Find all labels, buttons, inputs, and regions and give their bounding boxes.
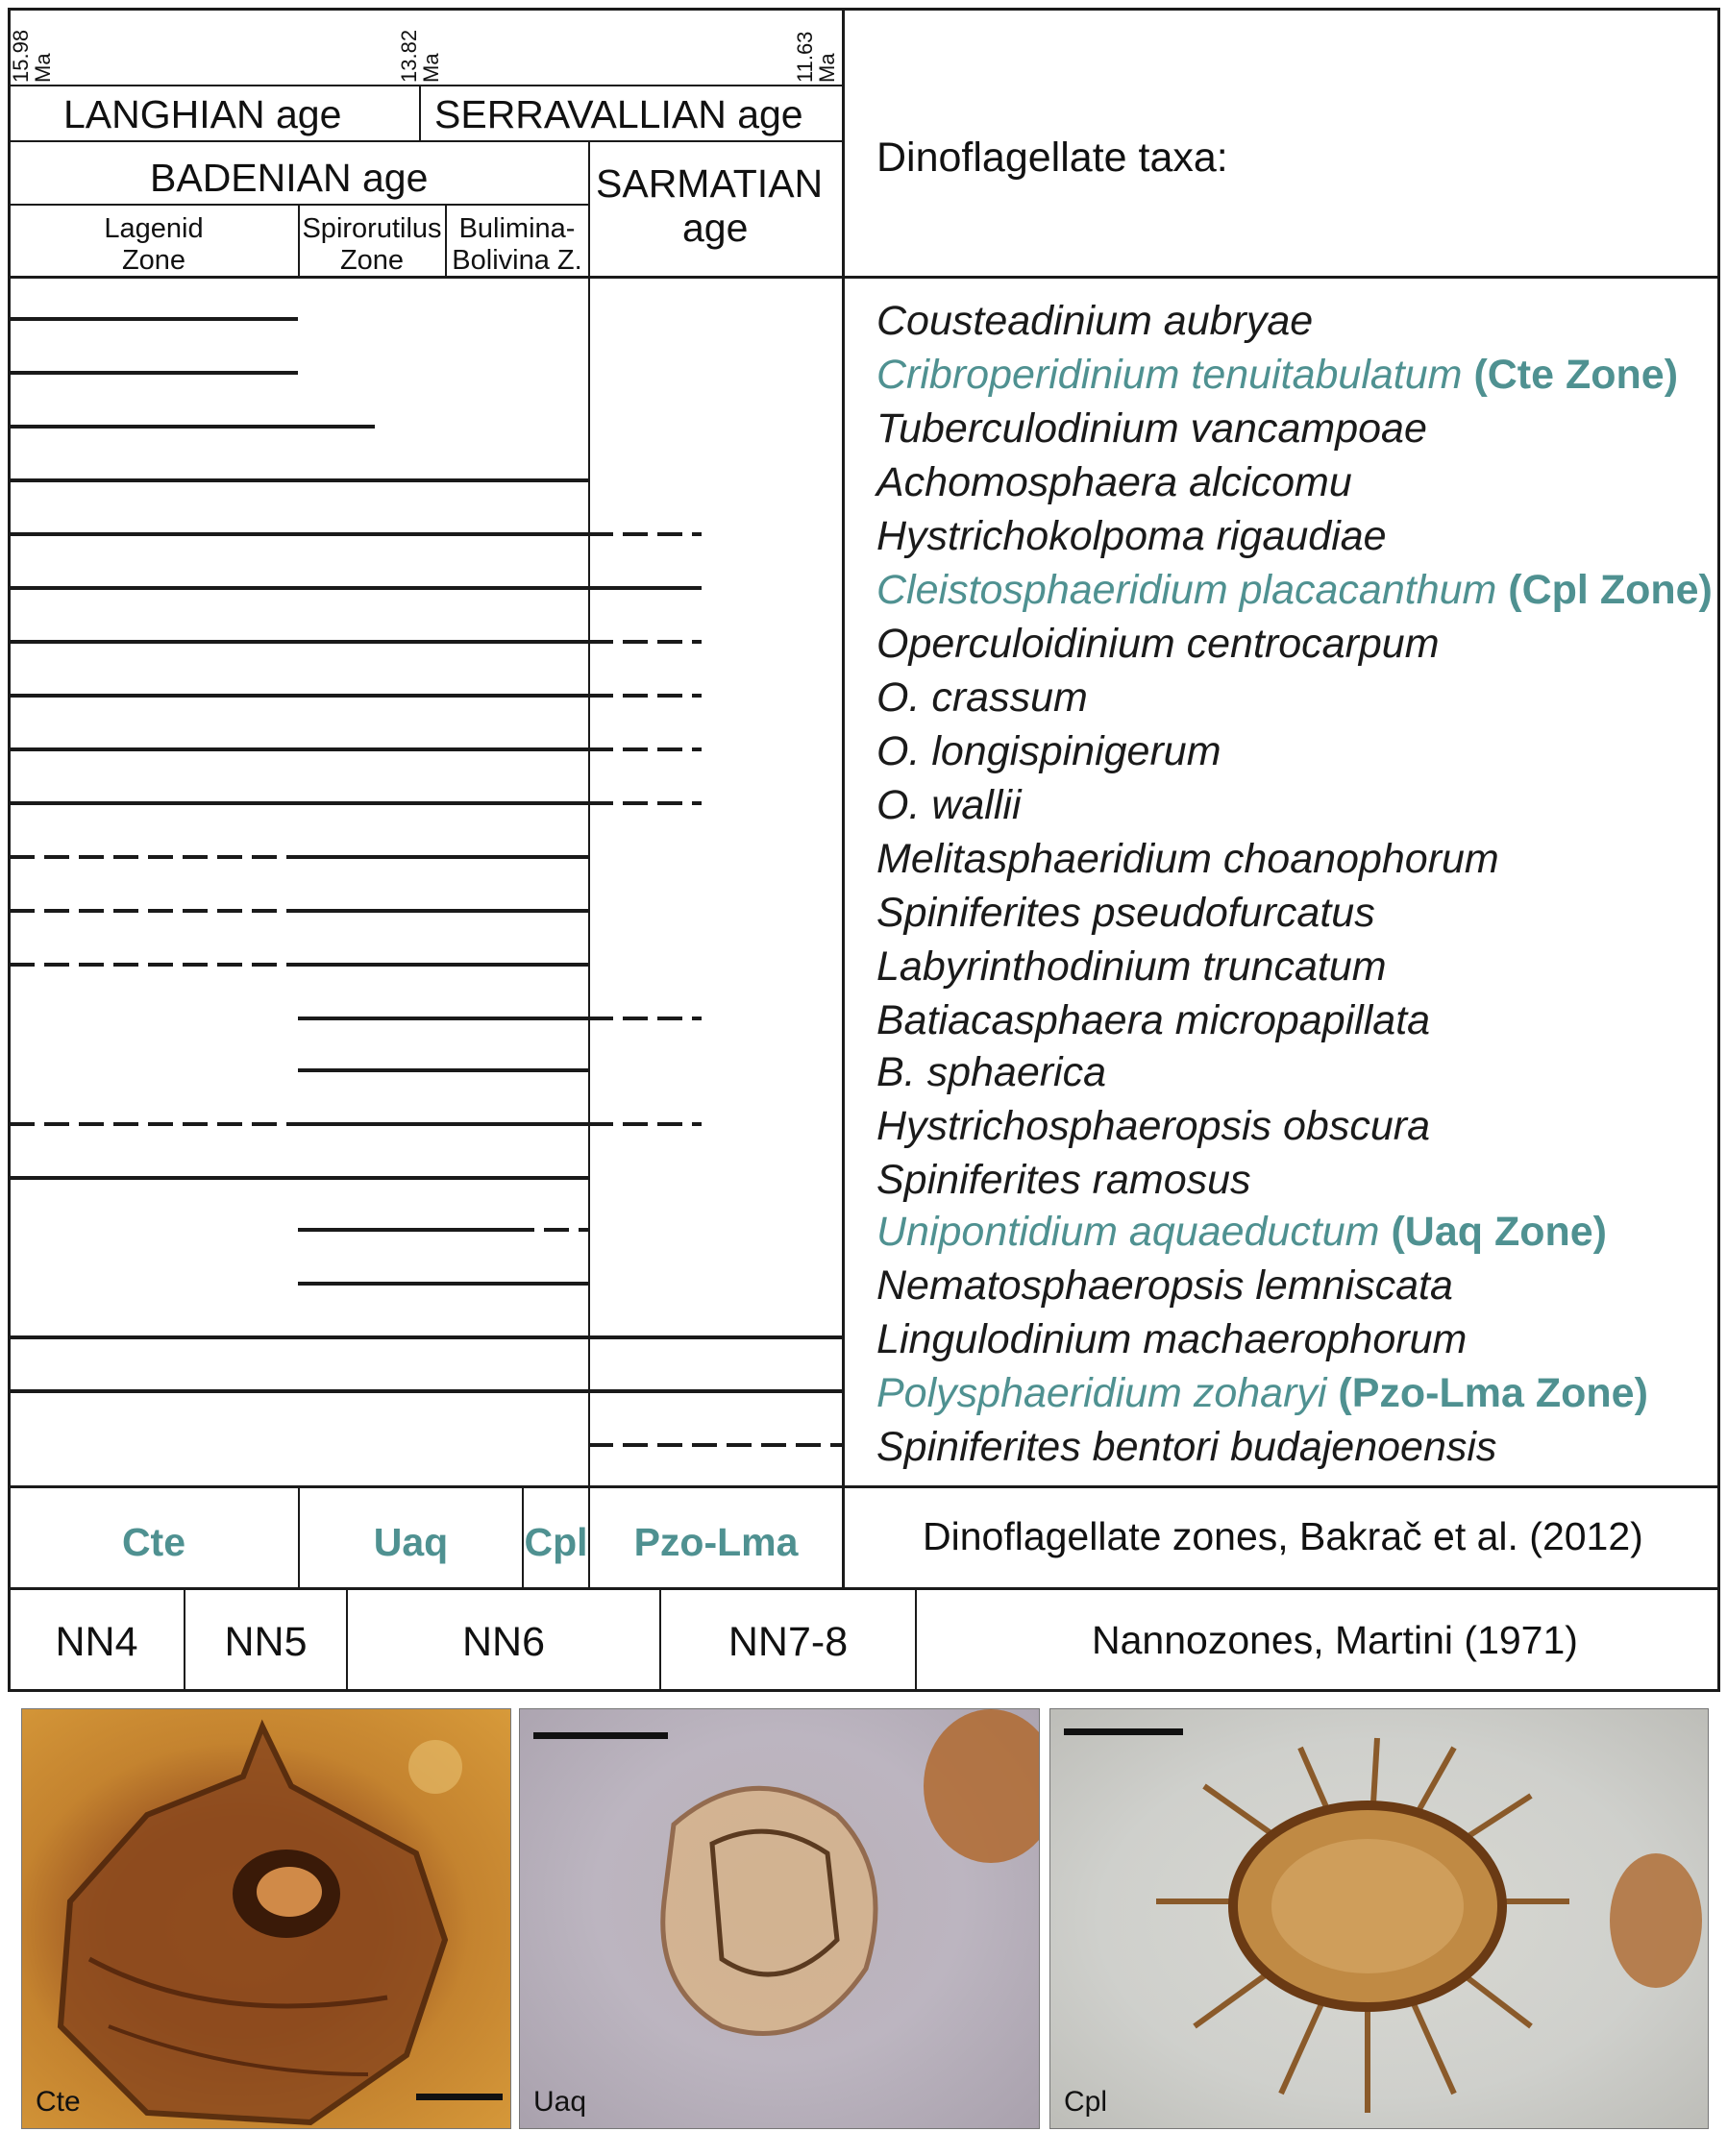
taxon-tuberculodinium-vancampoae: Tuberculodinium vancampoae [876,405,1427,452]
taxon-hystrichosphaeropsis-obscura: Hystrichosphaeropsis obscura [876,1103,1430,1149]
dinozone-uaq: Uaq [373,1520,449,1564]
taxon-b-sphaerica: B. sphaerica [876,1049,1107,1095]
dinozone-cpl: Cpl [524,1520,588,1564]
taxon-o-crassum: O. crassum [876,674,1088,721]
photo-label-uaq: Uaq [533,2086,587,2118]
taxon-spiniferites-ramosus: Spiniferites ramosus [876,1157,1251,1203]
cte-specimen-drawing [22,1709,510,2128]
zone-label-cte: (Cte Zone) [1473,352,1679,398]
dinozone-pzo-lma: Pzo-Lma [633,1520,799,1564]
divider-dinozones-nannozones [8,1587,1720,1590]
taxon-achomosphaera-alcicomu: Achomosphaera alcicomu [876,459,1352,505]
nannozones-caption: Nannozones, Martini (1971) [1092,1618,1578,1662]
photo-label-cpl: Cpl [1064,2086,1108,2118]
divider-nn78-caption [915,1589,917,1691]
divider-nannozones-photos [8,1689,1720,1692]
photo-label-cte: Cte [36,2086,81,2118]
zone-label-cpl: (Cpl Zone) [1508,567,1713,613]
taxon-spiniferites-bentori-budajenoensis: Spiniferites bentori budajenoensis [876,1424,1497,1470]
zone-label-pzo-lma: (Pzo-Lma Zone) [1338,1370,1648,1416]
taxon-spiniferites-pseudofurcatus: Spiniferites pseudofurcatus [876,890,1375,936]
zone-label-uaq: (Uaq Zone) [1391,1209,1607,1255]
spirorutilus-zone-label: Spirorutilus Zone [302,213,442,276]
sarmatian-age-label-line2: age [682,206,749,250]
taxon-unipontidium-aquaeductum: Unipontidium aquaeductum (Uaq Zone) [876,1209,1607,1255]
photo-cte-specimen [21,1708,511,2129]
nannozone-nn7-8: NN7-8 [728,1619,849,1665]
dinozone-cte: Cte [121,1520,186,1564]
ma-tick-15-98: 15.98 Ma [9,29,55,83]
taxa-column-title: Dinoflagellate taxa: [876,135,1228,181]
taxon-operculoidinium-centrocarpum: Operculoidinium centrocarpum [876,621,1440,667]
photo-uaq-specimen [519,1708,1040,2129]
taxon-cleistosphaeridium-placacanthum: Cleistosphaeridium placacanthum (Cpl Zone) [876,567,1713,613]
lagenid-zone-label: Lagenid Zone [104,213,204,276]
dinozones-caption: Dinoflagellate zones, Bakrač et al. (2012) [923,1514,1643,1558]
langhian-age-label: LANGHIAN age [63,92,342,136]
taxon-cousteadinium-aubryae: Cousteadinium aubryae [876,298,1314,344]
taxon-lingulodinium-machaerophorum: Lingulodinium machaerophorum [876,1316,1468,1362]
nannozone-nn6: NN6 [461,1619,546,1665]
photo-cpl-specimen [1049,1708,1709,2129]
taxon-o-longispinigerum: O. longispinigerum [876,728,1221,774]
taxon-hystrichokolpoma-rigaudiae: Hystrichokolpoma rigaudiae [876,513,1387,559]
taxon-o-wallii: O. wallii [876,782,1022,828]
serravallian-age-label: SERRAVALLIAN age [434,92,803,136]
taxon-labyrinthodinium-truncatum: Labyrinthodinium truncatum [876,943,1387,990]
bulimina-bolivina-zone-label: Bulimina- Bolivina Z. [452,213,582,276]
ma-tick-11-63: 11.63 Ma [793,31,839,83]
uaq-specimen-drawing [520,1709,1039,2128]
taxon-cribroperidinium-tenuitabulatum: Cribroperidinium tenuitabulatum (Cte Zone) [876,352,1679,398]
nannozone-nn4: NN4 [55,1619,138,1665]
sarmatian-age-label-line1: SARMATIAN [596,161,824,206]
taxon-batiacasphaera-micropapillata: Batiacasphaera micropapillata [876,997,1431,1043]
taxon-nematosphaeropsis-lemniscata: Nematosphaeropsis lemniscata [876,1262,1453,1309]
cpl-specimen-drawing [1050,1709,1708,2128]
nannozone-nn5: NN5 [224,1619,308,1665]
badenian-age-label: BADENIAN age [150,156,429,200]
taxon-melitasphaeridium-choanophorum: Melitasphaeridium choanophorum [876,836,1499,882]
ma-tick-13-82: 13.82 Ma [397,29,443,83]
taxon-polysphaeridium-zoharyi: Polysphaeridium zoharyi (Pzo-Lma Zone) [876,1370,1648,1416]
